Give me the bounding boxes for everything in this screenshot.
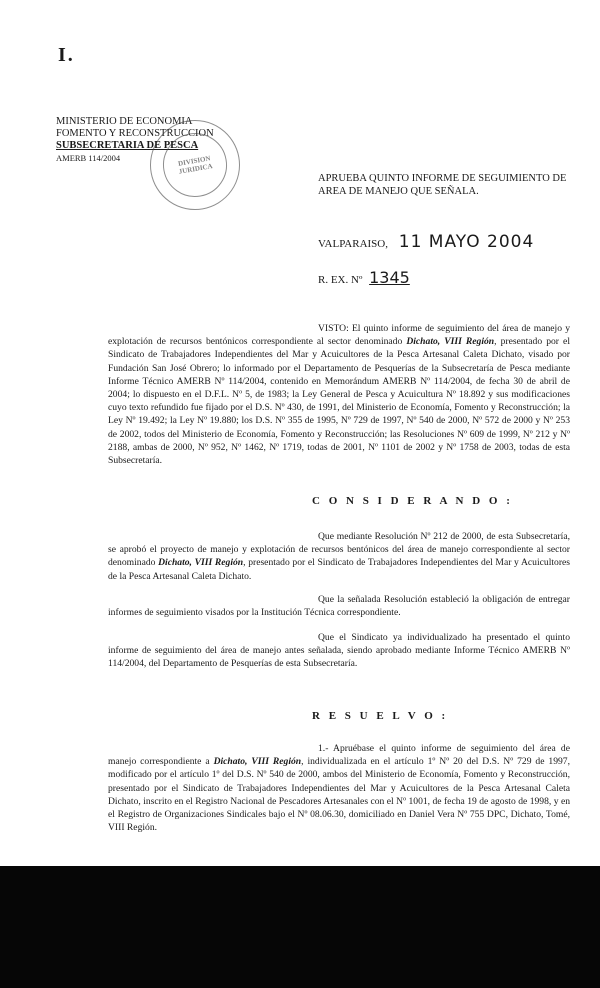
visto-lead: VISTO: El quinto informe de seguimiento del área de manejo y explotación de recursos bentónicos correspondiente al sector denominado [108,323,570,348]
document-subject: APRUEBA QUINTO INFORME DE SEGUIMIENTO DE AREA DE MANEJO QUE SEÑALA. [318,173,567,197]
resuelvo-p1-tail: , individualizada en el artículo 1º Nº 20 del D.S. Nº 729 de 1997, modificado por el artículo 1º del D.S. Nº 540 de 2000, ambos del Ministerio de Economía, Fomento y Reconstrucción, presentado por el Sindicato de Trabajadores Independientes del Mar y Acuicultores de la Pesca Artesanal Caleta Dichato, inscrito en el Registro Nacional de Pescadores Artesanales con el Nº 1001, de fecha 19 de agosto de 1998, y en el Registro de Organizaciones Sindicales bajo el Nº 08.06.30, domiciliado en Daniel Vera Nº 755 DPC, Dichato, Tomé, VIII Región. [108,756,571,834]
resuelvo-p1-lead: 1.- Apruébase el quinto informe de seguimiento del área de manejo correspondiente a [108,743,570,768]
ministry-line-3: SUBSECRETARIA DE PESCA [56,140,199,151]
corner-mark: I. [58,44,75,66]
ministry-line-2: FOMENTO Y RECONSTRUCCION [56,128,214,139]
dateline [318,232,534,252]
considerando-p1-lead: Que mediante Resolución Nº 212 de 2000, de esta Subsecretaría, se aprobó el proyecto de manejo y explotación de recursos bentónicos del área de manejo correspondiente al sector denominado [108,531,570,569]
resolution-label: R. EX. Nº [318,274,363,286]
considerando-paragraph-2: Que la señalada Resolución estableció la obligación de entregar informes de seguimiento visados por la Institución Técnica correspondiente. [108,594,570,619]
considerando-paragraph-3: Que el Sindicato ya individualizado ha presentado el quinto informe de seguimiento del área de manejo antes señalada, siendo aprobado mediante Informe Técnico AMERB Nº 114/2004, del Departamento de Pesquerías de esta Subsecretaría. [108,632,570,670]
visto-paragraph [108,322,570,467]
considerando-p1-tail: , presentado por el Sindicato de Trabajadores Independientes del Mar y Acuicultores de la Pesca Artesanal Caleta Dichato. [108,557,571,582]
seal-label: DIVISION JURIDICA [158,128,232,202]
ministry-line-1: MINISTERIO DE ECONOMIA [56,116,193,127]
considerando-p1-sector: Dichato, VIII Región [158,557,244,569]
considerando-paragraph-1 [108,530,570,583]
dateline-place: VALPARAISO, [318,238,388,250]
scan-black-margin [0,866,600,988]
resuelvo-p1-sector: Dichato, VIII Región [213,756,302,768]
ministry-reference: AMERB 114/2004 [56,153,121,163]
visto-sector: Dichato, VIII Región [406,336,495,348]
resolution-number [318,268,410,287]
resuelvo-paragraph-1 [108,742,570,834]
resuelvo-heading: R E S U E L V O : [312,710,449,722]
resolution-value: 1345 [369,268,410,287]
considerando-heading: C O N S I D E R A N D O : [312,495,513,507]
dateline-date: 11 MAYO 2004 [398,232,535,252]
visto-body: , presentado por el Sindicato de Trabajadores Independientes del Mar y Acuicultores de la Pesca Artesanal Caleta Dichato, visado por Fundación San José Obrero; lo informado por el Departamento de Pesquerías de la Subsecretaría de Pesca mediante Informe Técnico AMERB Nº 114/2004, contenido en Memorándum AMERB Nº 114/2004, de fecha 30 de abril de 2004; lo dispuesto en el D.F.L. Nº 5, de 1983; la Ley General de Pesca y Acuicultura Nº 18.892 y sus modificaciones cuyo texto refundido fue fijado por el D.S. Nº 430, de 1991, del Ministerio de Economía, Fomento y Reconstrucción; la Ley Nº 19.492; la Ley Nº 19.880; los D.S. Nº 355 de 1995, Nº 729 de 1997, Nº 540 de 2000, Nº 572 de 2000 y Nº 253 de 2002, todos del Ministerio de Economía, Fomento y Reconstrucción; las Resoluciones Nº 609 de 1999, Nº 212 y Nº 2188, ambas de 2000, Nº 952, Nº 1462, Nº 1719, todas de 2001, Nº 1101 de 2002 y Nº 1758 de 2003, todas de esta Subsecretaría. [108,336,570,467]
